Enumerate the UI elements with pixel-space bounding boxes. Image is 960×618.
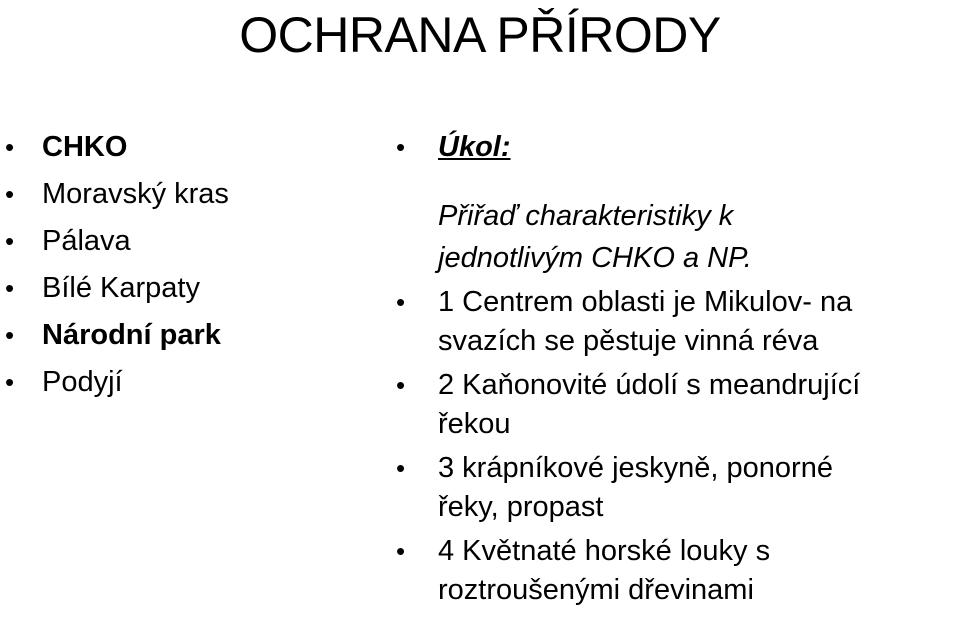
task-item-4 [390,530,960,611]
bullet-icon: • [396,453,406,483]
list-item-label: Bílé Karpaty [42,272,200,304]
task-item-line: 1 Centrem oblasti je Mikulov- na [438,286,853,318]
list-item-label: Národní park [42,319,221,351]
list-item-palava [0,218,229,265]
task-item-3 [390,447,960,528]
task-instruction [390,195,960,279]
bullet-icon: • [396,370,406,400]
task-heading-label: Úkol: [438,131,511,163]
list-item-label: Podyjí [42,366,123,398]
page-title [0,2,960,68]
bullet-icon: • [396,132,406,162]
page-title-text: OCHRANA PŘÍRODY [239,7,721,63]
list-item-narodni-park [0,312,229,359]
bullet-icon: • [5,132,15,162]
list-item-label: CHKO [42,131,128,163]
bullet-icon: • [5,320,15,350]
list-item-label: Moravský kras [42,178,229,210]
bullet-icon: • [5,273,15,303]
task-heading [390,124,960,171]
bullet-icon: • [5,226,15,256]
list-item-podyji [0,359,229,406]
task-item-line: 3 krápníkové jeskyně, ponorné [438,452,833,484]
task-instruction-line: jednotlivým CHKO a NP. [438,242,752,274]
list-item-moravsky-kras [0,171,229,218]
task-item-line: svazích se pěstuje vinná réva [438,325,819,357]
list-item-bile-karpaty [0,265,229,312]
task-item-1 [390,281,960,362]
bullet-icon: • [5,179,15,209]
bullet-icon: • [396,287,406,317]
bullet-icon: • [396,536,406,566]
list-item-chko [0,124,229,171]
task-item-2 [390,364,960,445]
task-item-line: 4 Květnaté horské louky s [438,535,771,567]
task-item-line: 2 Kaňonovité údolí s meandrující [438,369,861,401]
task-item-line: roztroušenými dřevinami [438,574,754,606]
task-list [390,124,960,613]
bullet-icon: • [5,367,15,397]
list-item-label: Pálava [42,225,131,257]
task-item-line: řeky, propast [438,491,604,523]
protected-areas-list [0,124,229,406]
task-instruction-line: Přiřaď charakteristiky k [438,200,734,232]
task-item-line: řekou [438,408,511,440]
